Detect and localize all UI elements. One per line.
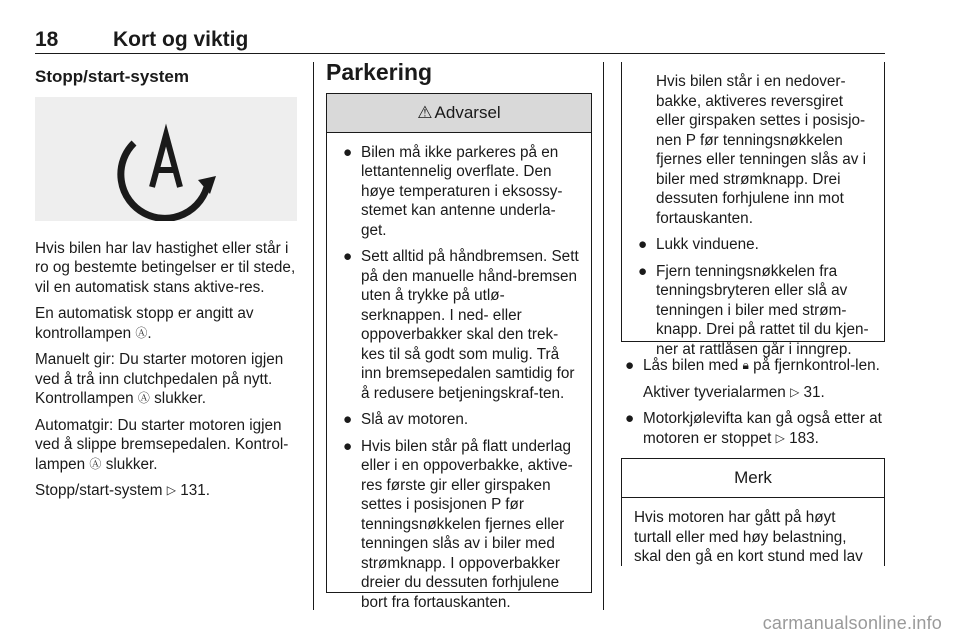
list-item-fan: ● Motorkjølevifta kan gå også etter at motoren er stoppet ▷ 183. <box>625 410 882 447</box>
list-item-lock: ● Lås bilen med 🔒︎ på fjernkontrol-len. Aktiver tyverialarmen ▷ 31. <box>621 356 883 402</box>
page-reference-arrow-icon: ▷ <box>775 430 785 445</box>
bullet-icon: ● <box>638 236 648 253</box>
warning-body-continued <box>622 62 884 374</box>
warning-item: ● Sett alltid på håndbremsen. Sett på den manuelle hånd-bremsen uten å trykke på utlø-serknappen. I ned- eller oppoverbakker skal den trek-kes til så godt som mulig. Trå inn bremsepedalen samtidig for å redusere betjeningskraf-ten. <box>343 248 579 402</box>
chapter-title: Kort og viktig <box>113 28 249 51</box>
page-reference-arrow-icon: ▷ <box>790 384 800 399</box>
warning-header: ⚠ Advarsel <box>327 94 591 133</box>
bullet-icon: ● <box>625 357 635 374</box>
autostop-indicator-icon: Ⓐ <box>89 456 102 471</box>
middle-column <box>326 59 592 611</box>
bullet-icon: ● <box>343 248 353 265</box>
warning-item: ● Bilen må ikke parkeres på en lettantennelig overflate. Den høye temperaturen i eksossy-stemet kan antenne underla-get. <box>343 143 563 239</box>
column-divider-2 <box>603 62 604 610</box>
note-header: Merk <box>622 459 884 498</box>
page-number: 18 <box>35 28 59 51</box>
watermark: carmanualsonline.info <box>762 613 942 633</box>
note-body <box>622 498 884 582</box>
warning-box <box>326 93 592 611</box>
warning-box-continued <box>621 62 885 358</box>
warning-item: ● Fjern tenningsnøkkelen fra tenningsbryteren eller slå av tenningen i biler med strøm-knapp. Drei på rattet til du kjen-ner at rattlåsen går i inngrep. <box>638 262 869 358</box>
bullet-icon: ● <box>343 437 353 455</box>
note-box <box>621 458 885 566</box>
page-reference-arrow-icon: ▷ <box>166 483 176 497</box>
warning-continued-paragraph: Hvis bilen står i en nedover-bakke, aktiveres reversgiret eller girspaken settes i posisjo-nen P før tenningsnøkkelen fjernes eller tenningen slås av i biler med strømknapp. Drei dessuten forhjulene inn mot fortauskanten. <box>656 73 867 227</box>
autostop-a-icon <box>35 97 297 221</box>
bullet-icon: ● <box>625 410 635 427</box>
cross-reference-stopp-start[interactable]: Stopp/start-system ▷ 131. <box>35 482 211 499</box>
autostop-indicator-icon: Ⓐ <box>135 325 148 340</box>
column-divider-1 <box>313 62 314 610</box>
lock-icon: 🔒︎ <box>742 358 749 372</box>
left-column <box>35 67 301 508</box>
warning-item: ● Slå av motoren. <box>343 411 469 428</box>
section-heading-stopp-start: Stopp/start-system <box>35 67 189 86</box>
paragraph-indicator: En automatisk stopp er angitt av kontrollampen Ⓐ. <box>35 305 254 342</box>
alarm-reference[interactable]: Aktiver tyverialarmen ▷ 31. <box>643 383 825 401</box>
warning-item: ● Lukk vinduene. <box>638 236 759 253</box>
right-column <box>621 62 885 566</box>
paragraph-manual: Manuelt gir: Du starter motoren igjen ved å trå inn clutchpedalen på nytt. Kontrollampen Ⓐ slukker. <box>35 351 284 407</box>
warning-body <box>327 133 591 628</box>
warning-item: ● Hvis bilen står på flatt underlag eller i en oppoverbakke, aktive-res første gir eller girspaken settes i posisjonen P før tenningsnøkkelen fjernes eller tenningen slås av i biler med strømknapp. I oppoverbakker dreier du dessuten forhjulene bort fra fortauskanten. <box>343 437 573 611</box>
parking-steps-list <box>621 356 885 448</box>
header-rule <box>35 53 885 54</box>
autostop-indicator-icon: Ⓐ <box>137 391 150 405</box>
bullet-icon: ● <box>638 262 648 280</box>
warning-icon: ⚠ <box>417 102 433 122</box>
section-heading-parkering: Parkering <box>326 59 433 85</box>
bullet-icon: ● <box>343 143 353 161</box>
paragraph-automatic: Automatgir: Du starter motoren igjen ved å slippe bremsepedalen. Kontrol-lampen Ⓐ slukker. <box>35 416 289 473</box>
paragraph-auto-stop: Hvis bilen har lav hastighet eller står i ro og bestemte betingelser er til stede, vil en automatisk stans aktive-res. <box>35 239 296 296</box>
note-text: Hvis motoren har gått på høyt turtall eller med høy belastning, skal den gå en kort stund med lav <box>634 509 863 565</box>
bullet-icon: ● <box>343 411 353 428</box>
autostop-figure <box>35 97 297 221</box>
